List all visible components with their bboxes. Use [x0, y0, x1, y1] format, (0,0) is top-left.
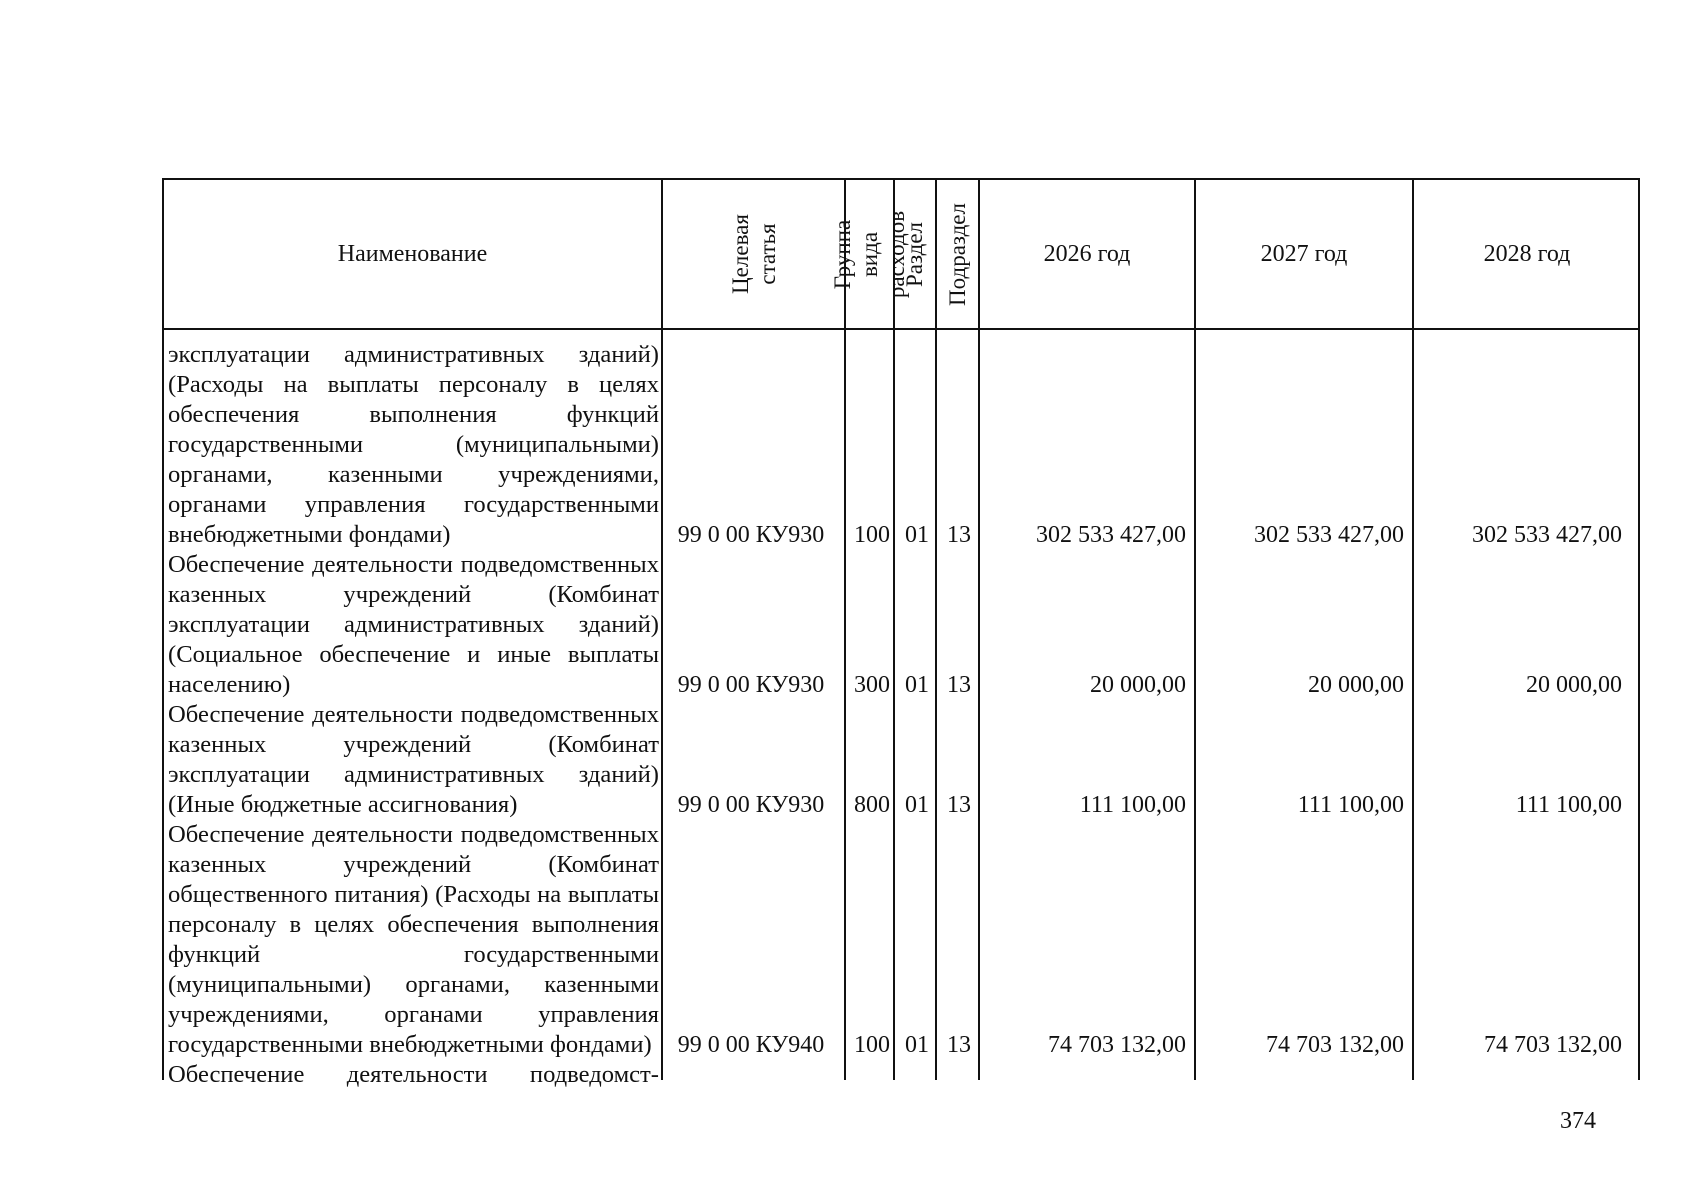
page-number: 374 [1560, 1108, 1596, 1134]
table-row-name: Обеспечение деятельности подведомст- [168, 1061, 659, 1088]
header-year-2026: 2026 год [1043, 240, 1131, 267]
table-cell-2027: 20 000,00 [1308, 672, 1404, 698]
table-cell-2027: 111 100,00 [1297, 792, 1404, 818]
table-cell-group: 100 [854, 522, 890, 548]
table-cell-subsection: 13 [947, 522, 971, 548]
table-cell-subsection: 13 [947, 1032, 971, 1058]
table-cell-2028: 74 703 132,00 [1484, 1032, 1622, 1058]
table-cell-2028: 302 533 427,00 [1472, 522, 1622, 548]
table-cell-group: 100 [854, 1032, 890, 1058]
table-cell-2028: 111 100,00 [1515, 792, 1622, 818]
table-cell-code: 99 0 00 КУ940 [677, 1032, 825, 1058]
table-cell-section: 01 [905, 522, 929, 548]
table-cell-2026: 302 533 427,00 [1036, 522, 1186, 548]
table-cell-code: 99 0 00 КУ930 [677, 522, 825, 548]
header-target-article: Целевая статья [727, 214, 780, 294]
budget-table [162, 178, 1640, 1088]
table-row-name: Обеспечение деятельности подведомственных казенных учреждений (Комбинат эксплуатации административных зданий) (Социальное обеспечение и иные выплаты населению) [168, 551, 659, 698]
table-cell-group: 800 [854, 792, 890, 818]
table-cell-2026: 20 000,00 [1090, 672, 1186, 698]
table-cell-section: 01 [905, 672, 929, 698]
header-divider [164, 328, 1638, 330]
table-cell-code: 99 0 00 КУ930 [677, 792, 825, 818]
table-cell-2027: 74 703 132,00 [1266, 1032, 1404, 1058]
table-cell-subsection: 13 [947, 792, 971, 818]
table-cell-2027: 302 533 427,00 [1254, 522, 1404, 548]
header-year-2028: 2028 год [1483, 240, 1571, 267]
table-row-name: Обеспечение деятельности подведомственных казенных учреждений (Комбинат общественного питания) (Расходы на выплаты персоналу в целях обеспечения выполнения функций государственными (муниципальными) органами, казенными учреждениями, органами управления государственными внебюджетными фондами) [168, 821, 659, 1058]
table-cell-section: 01 [905, 1032, 929, 1058]
table-row-name: эксплуатации административных зданий) (Расходы на выплаты персоналу в целях обеспечения выполнения функций государственными (муниципальными) органами, казенными учреждениями, органами управления государственными внебюджетными фондами) [168, 341, 659, 548]
header-expense-group: Группа вида расходов [830, 210, 910, 298]
table-cell-2026: 111 100,00 [1079, 792, 1186, 818]
table-row-name: Обеспечение деятельности подведомственных казенных учреждений (Комбинат эксплуатации административных зданий) (Иные бюджетные ассигнования) [168, 701, 659, 818]
header-year-2027: 2027 год [1260, 240, 1348, 267]
header-subsection: Подраздел [945, 202, 971, 306]
table-cell-group: 300 [854, 672, 890, 698]
table-cell-subsection: 13 [947, 672, 971, 698]
table-cell-2028: 20 000,00 [1526, 672, 1622, 698]
header-section: Раздел [902, 221, 928, 287]
table-cell-2026: 74 703 132,00 [1048, 1032, 1186, 1058]
table-cell-code: 99 0 00 КУ930 [677, 672, 825, 698]
header-name: Наименование [337, 240, 488, 267]
table-cell-section: 01 [905, 792, 929, 818]
